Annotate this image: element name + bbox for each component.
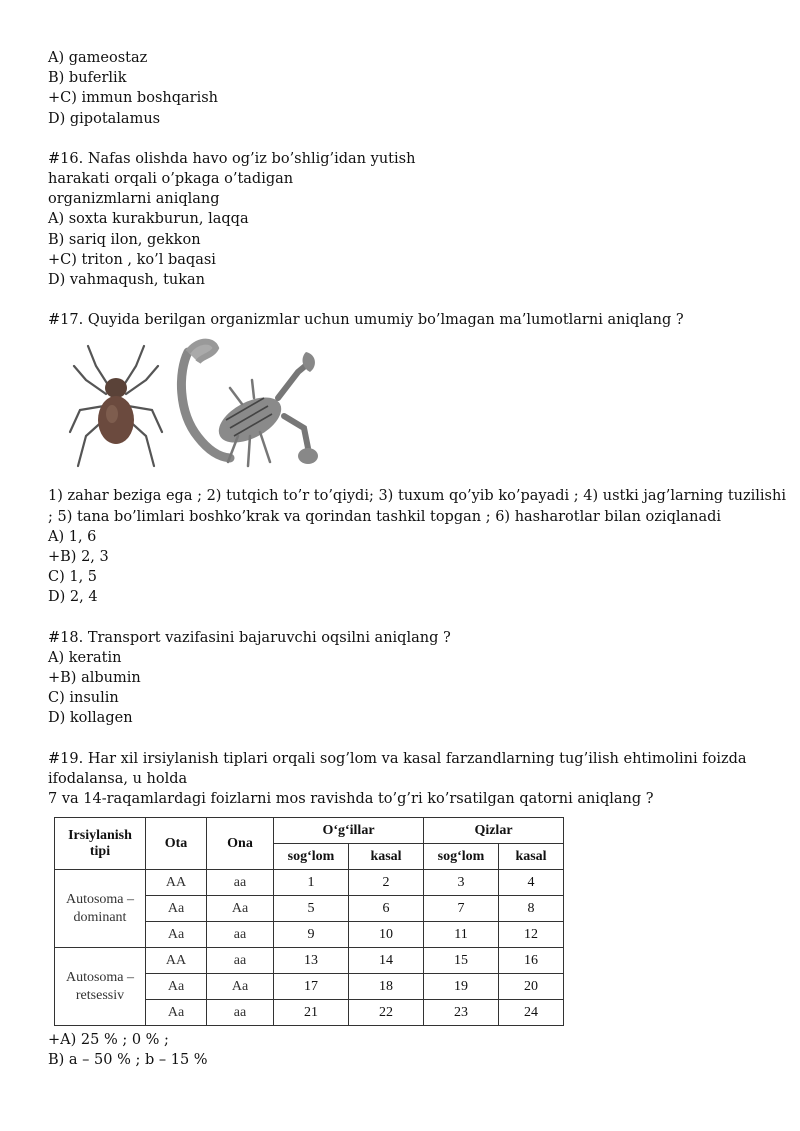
table-body [55,870,564,1026]
number-cell: 7 [424,896,499,922]
option: D) vahmaqush, tukan [48,272,206,289]
option: +A) 25 % ; 0 % ; [48,1032,169,1049]
mother-genotype-cell: aa [207,1000,274,1026]
scorpion-image [168,332,318,482]
number-cell: 3 [424,870,499,896]
inheritance-table [54,817,564,1026]
father-genotype-cell: Aa [146,974,207,1000]
option: D) 2, 4 [48,589,98,606]
q15-options [48,48,768,129]
mother-genotype-cell: aa [207,922,274,948]
question-18 [48,628,768,729]
number-cell: 1 [274,870,349,896]
mother-genotype-cell: Aa [207,896,274,922]
number-cell: 21 [274,1000,349,1026]
question-16 [48,149,768,290]
option: A) 1, 6 [48,528,97,545]
statements-text: ; 5) tana bo’limlari boshko’krak va qorindan tashkil topgan ; 6) hasharotlar bilan oziqlanadi [48,508,722,525]
header-healthy: sog‘lom [274,844,349,870]
option: A) gameostaz [48,50,148,66]
inheritance-type-cell: Autosoma – retsessiv [55,948,146,1026]
number-cell: 5 [274,896,349,922]
header-father: Ota [146,818,207,870]
option: B) buferlik [48,70,127,87]
father-genotype-cell: AA [146,948,207,974]
number-cell: 13 [274,948,349,974]
option: C) insulin [48,690,119,707]
number-cell: 15 [424,948,499,974]
father-genotype-cell: Aa [146,922,207,948]
header-type: Irsiylanish tipi [55,818,146,870]
number-cell: 16 [499,948,564,974]
header-sons: O‘g‘illar [274,818,424,844]
father-genotype-cell: AA [146,870,207,896]
number-cell: 19 [424,974,499,1000]
document-page [48,48,786,1071]
option: A) soxta kurakburun, laqqa [48,211,249,228]
number-cell: 24 [499,1000,564,1026]
father-genotype-cell: Aa [146,896,207,922]
option: +C) immun boshqarish [48,90,218,107]
option: D) gipotalamus [48,110,161,127]
inheritance-type-cell: Autosoma – dominant [55,870,146,948]
mother-genotype-cell: aa [207,948,274,974]
table-row [55,948,564,974]
statements-text: 1) zahar beziga ega ; 2) tutqich to’r to’qiydi; 3) tuxum qo’yib ko’payadi ; 4) ustki jag’larning tuzilishi [48,488,786,505]
question-text: ifodalansa, u holda [48,770,188,787]
number-cell: 10 [349,922,424,948]
number-cell: 17 [274,974,349,1000]
number-cell: 22 [349,1000,424,1026]
number-cell: 12 [499,922,564,948]
number-cell: 8 [499,896,564,922]
question-text: #19. Har xil irsiylanish tiplari orqali sog’lom va kasal farzandlarning tug’ilish ehtimolini foizda [48,750,747,767]
question-text: #16. Nafas olishda havo og’iz bo’shlig’idan yutish [48,150,416,167]
number-cell: 14 [349,948,424,974]
mother-genotype-cell: Aa [207,974,274,1000]
option: B) sariq ilon, gekkon [48,231,201,248]
number-cell: 4 [499,870,564,896]
header-mother: Ona [207,818,274,870]
option: B) a – 50 % ; b – 15 % [48,1052,208,1069]
number-cell: 20 [499,974,564,1000]
option: A) keratin [48,649,122,666]
question-text: #17. Quyida berilgan organizmlar uchun umumiy bo’lmagan ma’lumotlarni aniqlang ? [48,312,684,329]
header-healthy: sog‘lom [424,844,499,870]
number-cell: 11 [424,922,499,948]
organism-images [48,336,768,484]
option: D) kollagen [48,710,133,727]
number-cell: 18 [349,974,424,1000]
number-cell: 2 [349,870,424,896]
question-text: harakati orqali o’pkaga o’tadigan [48,171,294,188]
father-genotype-cell: Aa [146,1000,207,1026]
header-sick: kasal [349,844,424,870]
question-text: organizmlarni aniqlang [48,191,220,208]
option: +B) 2, 3 [48,549,109,566]
question-text: 7 va 14-raqamlardagi foizlarni mos ravishda to’g’ri ko’rsatilgan qatorni aniqlang ? [48,791,654,808]
question-text: #18. Transport vazifasini bajaruvchi oqsilni aniqlang ? [48,629,451,646]
option: +B) albumin [48,670,141,687]
question-17 [48,310,786,607]
option: +C) triton , ko’l baqasi [48,251,216,268]
table-row [55,870,564,896]
question-19 [48,749,768,1071]
option: C) 1, 5 [48,569,98,586]
number-cell: 9 [274,922,349,948]
mother-genotype-cell: aa [207,870,274,896]
header-daughters: Qizlar [424,818,564,844]
spider-image [66,336,166,476]
number-cell: 6 [349,896,424,922]
number-cell: 23 [424,1000,499,1026]
header-sick: kasal [499,844,564,870]
